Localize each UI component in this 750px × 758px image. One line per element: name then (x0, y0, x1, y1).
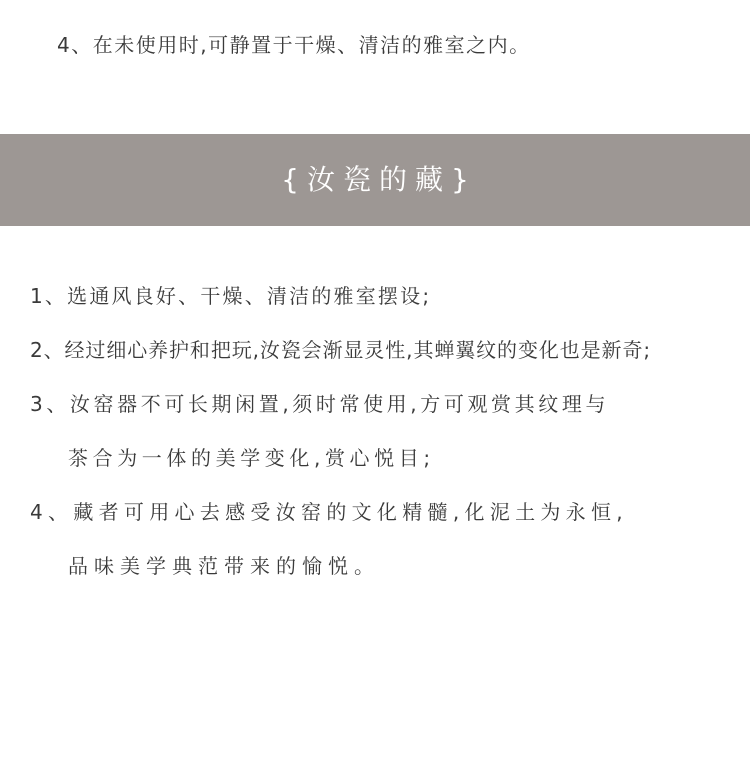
section-banner (0, 134, 750, 226)
instruction-item-4: 4、藏者可用心去感受汝窑的文化精髓,化泥土为永恒, (30, 500, 628, 524)
instruction-item-2: 2、经过细心养护和把玩,汝瓷会渐显灵性,其蝉翼纹的变化也是新奇; (30, 338, 651, 362)
instruction-item-3: 3、汝窑器不可长期闲置,须时常使用,方可观赏其纹理与 (30, 392, 610, 416)
instruction-item-4-continued: 品味美学典范带来的愉悦。 (68, 554, 380, 578)
instruction-item-1: 1、选通风良好、干燥、清洁的雅室摆设; (30, 284, 432, 308)
storage-instructions (30, 278, 745, 602)
instruction-item-3-continued: 茶合为一体的美学变化,赏心悦目; (68, 446, 435, 470)
previous-section-item-4: 4、在未使用时,可静置于干燥、清洁的雅室之内。 (57, 33, 531, 57)
section-title: {汝瓷的藏} (281, 163, 477, 196)
